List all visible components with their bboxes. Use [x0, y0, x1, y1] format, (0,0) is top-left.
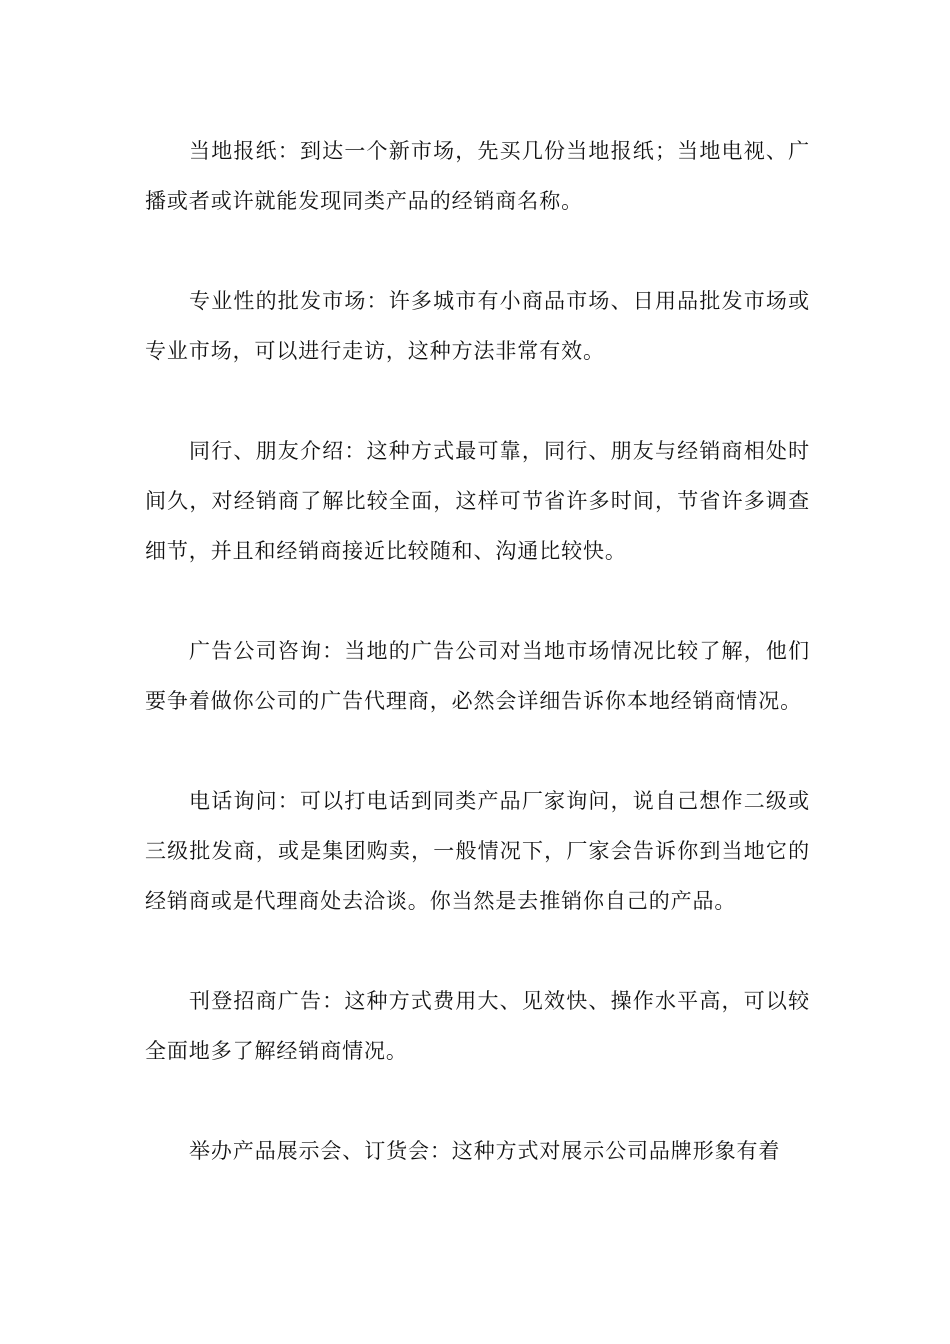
paragraph-ad-agency-consulting: 广告公司咨询：当地的广告公司对当地市场情况比较了解，他们要争着做你公司的广告代理商，必然会详细告诉你本地经销商情况。	[145, 639, 810, 713]
paragraph-peer-referrals: 同行、朋友介绍：这种方式最可靠，同行、朋友与经销商相处时间久，对经销商了解比较全面，这样可节省许多时间，节省许多调查细节，并且和经销商接近比较随和、沟通比较快。	[145, 439, 810, 563]
paragraph-wholesale-markets: 专业性的批发市场：许多城市有小商品市场、日用品批发市场或专业市场，可以进行走访，这种方法非常有效。	[145, 289, 810, 363]
paragraph-spacer	[145, 576, 810, 626]
paragraph-phone-inquiry: 电话询问：可以打电话到同类产品厂家询问，说自己想作二级或三级批发商，或是集团购卖，一般情况下，厂家会告诉你到当地它的经销商或是代理商处去洽谈。你当然是去推销你自己的产品。	[145, 789, 810, 913]
paragraph-spacer	[145, 726, 810, 776]
paragraph-product-exhibitions: 举办产品展示会、订货会：这种方式对展示公司品牌形象有着	[189, 1139, 781, 1163]
paragraph-recruitment-ads: 刊登招商广告：这种方式费用大、见效快、操作水平高，可以较全面地多了解经销商情况。	[145, 989, 810, 1063]
paragraph-spacer	[145, 1076, 810, 1126]
document-body	[145, 126, 810, 1176]
paragraph-spacer	[145, 226, 810, 276]
paragraph-spacer	[145, 376, 810, 426]
paragraph-spacer	[145, 926, 810, 976]
paragraph-local-newspapers: 当地报纸：到达一个新市场，先买几份当地报纸；当地电视、广播或者或许就能发现同类产品的经销商名称。	[145, 139, 810, 213]
